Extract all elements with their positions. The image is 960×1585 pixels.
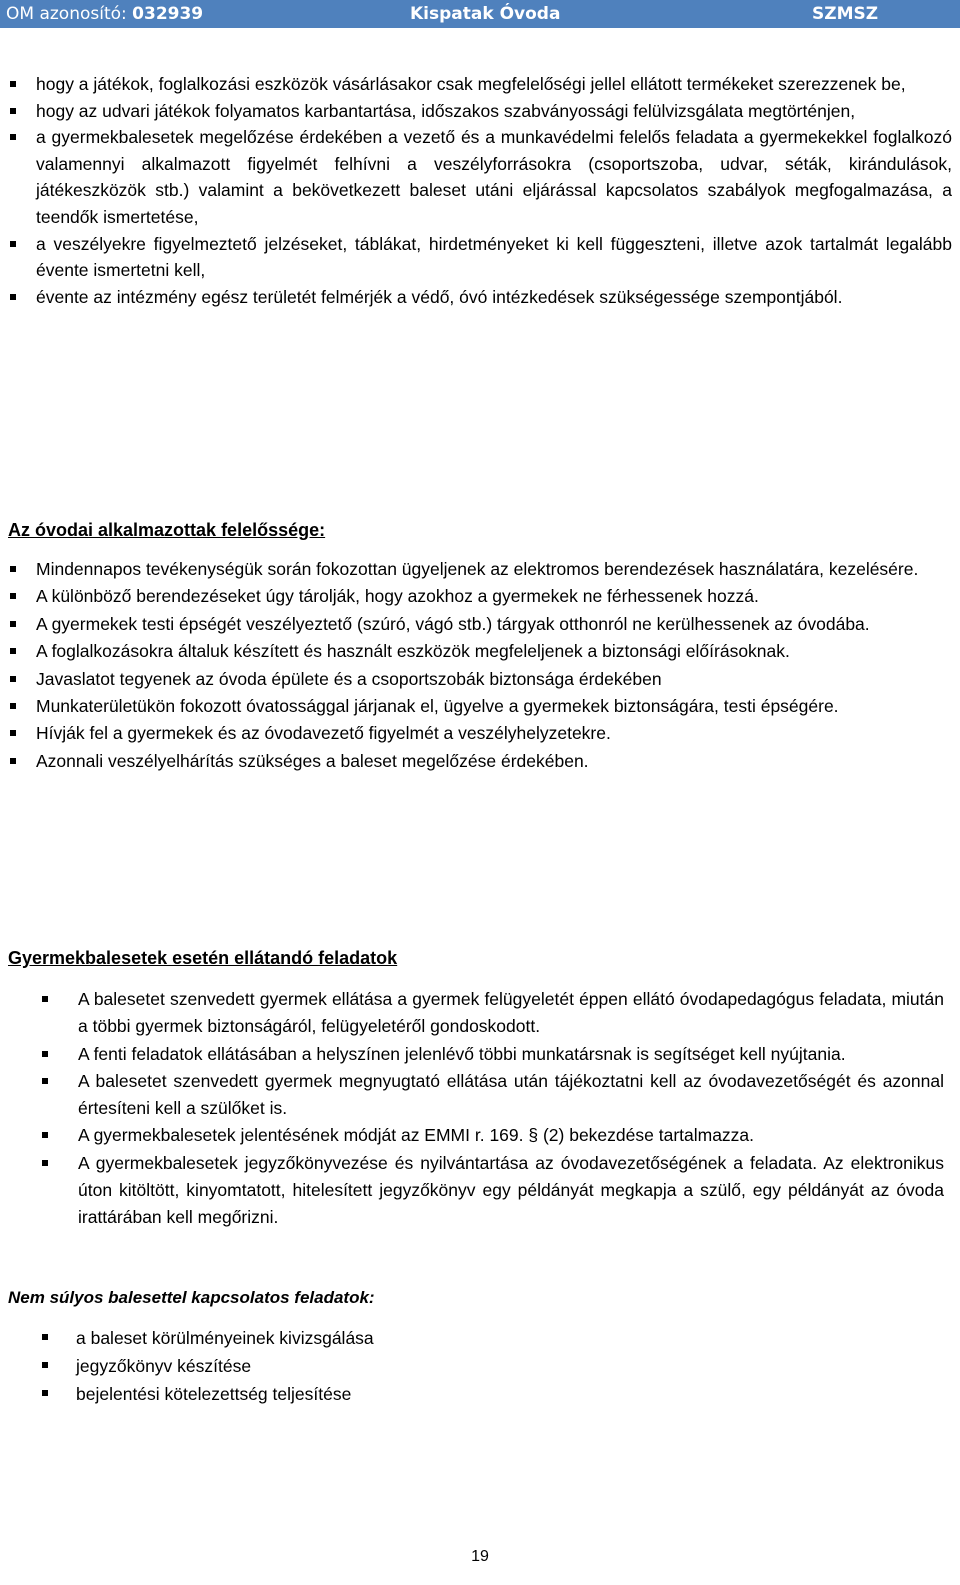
list-item-text: A gyermekbalesetek jegyzőkönyvezése és nyilvántartása az óvodavezetőségének a feladata. Az elektronikus úton kitöltött, kinyomtatott, hitelesített jegyzőkönyv egy példányát megkapja a szülő, egy példányát az óvoda irattárában kell megőrizni.	[78, 1152, 944, 1228]
square-bullet-icon	[10, 648, 16, 654]
child-accident-list	[78, 986, 944, 1232]
list-item-text: Javaslatot tegyenek az óvoda épülete és a csoportszobák biztonsága érdekében	[36, 668, 662, 689]
list-item	[76, 1352, 942, 1380]
list-item	[36, 284, 952, 311]
staff-responsibility-list	[36, 556, 952, 775]
square-bullet-icon	[10, 566, 16, 572]
list-item	[36, 583, 952, 610]
square-bullet-icon	[10, 134, 16, 140]
list-item	[36, 666, 952, 693]
list-item	[36, 638, 952, 665]
header-doc: SZMSZ	[812, 4, 879, 24]
child-accident-heading: Gyermekbalesetek esetén ellátandó feladatok	[8, 948, 398, 968]
square-bullet-icon	[10, 621, 16, 627]
square-bullet-icon	[42, 996, 48, 1002]
list-item-text: A balesetet szenvedett gyermek ellátása a gyermek felügyeletét éppen ellátó óvodapedagógus feladata, miután a többi gyermek biztonságáról, felügyeletéről gondoskodott.	[78, 989, 944, 1037]
list-item-text: a gyermekbalesetek megelőzése érdekében a vezető és a munkavédelmi felelős feladata a gyermekekkel foglalkozó valamennyi alkalmazott figyelmét felhívni a veszélyforrásokra (csoportszoba, udvar, séták, kirándulások, játékeszközök stb.) valamint a bekövetkezett baleset utáni eljárással kapcsolatos szabályok megfogalmazása, a teendők ismertetése,	[36, 127, 952, 227]
list-item-text: a veszélyekre figyelmeztető jelzéseket, táblákat, hirdetményeket ki kell függeszteni, illetve azok tartalmát legalább évente ismertetni kell,	[36, 233, 952, 281]
list-item-text: A foglalkozásokra általuk készített és használt eszközök megfeleljenek a biztonsági előírásoknak.	[36, 641, 790, 662]
header-id-label: OM azonosító:	[6, 4, 127, 24]
list-item	[78, 1041, 944, 1068]
square-bullet-icon	[10, 108, 16, 114]
list-item	[36, 693, 952, 720]
list-item	[36, 231, 952, 284]
list-item	[36, 748, 952, 775]
square-bullet-icon	[42, 1390, 48, 1396]
square-bullet-icon	[42, 1362, 48, 1368]
list-item	[76, 1324, 942, 1352]
page-header	[0, 0, 960, 28]
list-item-text: bejelentési kötelezettség teljesítése	[76, 1384, 352, 1405]
list-item	[78, 1068, 944, 1123]
square-bullet-icon	[42, 1160, 48, 1166]
list-item	[78, 986, 944, 1041]
safety-measures-list	[36, 71, 952, 310]
list-item	[36, 124, 952, 230]
list-item-text: hogy az udvari játékok folyamatos karbantartása, időszakos szabványossági felülvizsgálata megtörténjen,	[36, 100, 856, 121]
square-bullet-icon	[10, 703, 16, 709]
square-bullet-icon	[10, 758, 16, 764]
minor-accident-heading: Nem súlyos balesettel kapcsolatos feladatok:	[8, 1288, 375, 1307]
list-item	[36, 98, 952, 125]
list-item-text: jegyzőkönyv készítése	[76, 1356, 252, 1377]
list-item-text: Mindennapos tevékenységük során fokozottan ügyeljenek az elektromos berendezések használatára, kezelésére.	[36, 559, 919, 579]
list-item-text: Munkaterületükön fokozott óvatossággal járjanak el, ügyelve a gyermekek biztonságára, testi épségére.	[36, 696, 839, 717]
list-item-text: évente az intézmény egész területét felmérjék a védő, óvó intézkedések szükségessége szempontjából.	[36, 286, 843, 307]
list-item-text: hogy a játékok, foglalkozási eszközök vásárlásakor csak megfelelőségi jellel ellátott termékeket szerezzenek be,	[36, 74, 906, 94]
list-item	[76, 1380, 942, 1408]
list-item-text: A fenti feladatok ellátásában a helyszínen jelenlévő többi munkatársnak is segítséget kell nyújtania.	[78, 1043, 846, 1064]
list-item-text: Hívják fel a gyermekek és az óvodavezető figyelmét a veszélyhelyzetekre.	[36, 723, 611, 744]
staff-responsibility-heading: Az óvodai alkalmazottak felelőssége:	[8, 520, 326, 540]
list-item	[78, 1122, 944, 1149]
list-item-text: Azonnali veszélyelhárítás szükséges a baleset megelőzése érdekében.	[36, 750, 589, 771]
list-item	[36, 556, 952, 583]
square-bullet-icon	[42, 1132, 48, 1138]
list-item	[36, 720, 952, 747]
square-bullet-icon	[10, 593, 16, 599]
square-bullet-icon	[42, 1051, 48, 1057]
list-item	[36, 611, 952, 638]
square-bullet-icon	[42, 1334, 48, 1340]
list-item-text: A balesetet szenvedett gyermek megnyugtató ellátása után tájékoztatni kell az óvodavezetőségét és azonnal értesíteni kell a szülőket is.	[78, 1070, 944, 1119]
list-item-text: A különböző berendezéseket úgy tárolják, hogy azokhoz a gyermekek ne férhessenek hozzá.	[36, 586, 759, 607]
minor-accident-list	[76, 1324, 942, 1409]
square-bullet-icon	[10, 241, 16, 247]
square-bullet-icon	[42, 1078, 48, 1084]
header-id	[6, 0, 203, 28]
square-bullet-icon	[10, 676, 16, 682]
list-item-text: A gyermekek testi épségét veszélyeztető (szúró, vágó stb.) tárgyak otthonról ne kerülhessenek az óvodába.	[36, 613, 870, 634]
square-bullet-icon	[10, 81, 16, 87]
square-bullet-icon	[10, 294, 16, 300]
list-item	[78, 1150, 944, 1232]
list-item-text: A gyermekbalesetek jelentésének módját az EMMI r. 169. § (2) bekezdése tartalmazza.	[78, 1125, 755, 1146]
list-item-text: a baleset körülményeinek kivizsgálása	[76, 1328, 374, 1348]
header-school: Kispatak Óvoda	[410, 4, 561, 24]
list-item	[36, 71, 952, 98]
square-bullet-icon	[10, 730, 16, 736]
header-id-value: 032939	[132, 4, 204, 24]
page-number: 19	[471, 1548, 489, 1565]
